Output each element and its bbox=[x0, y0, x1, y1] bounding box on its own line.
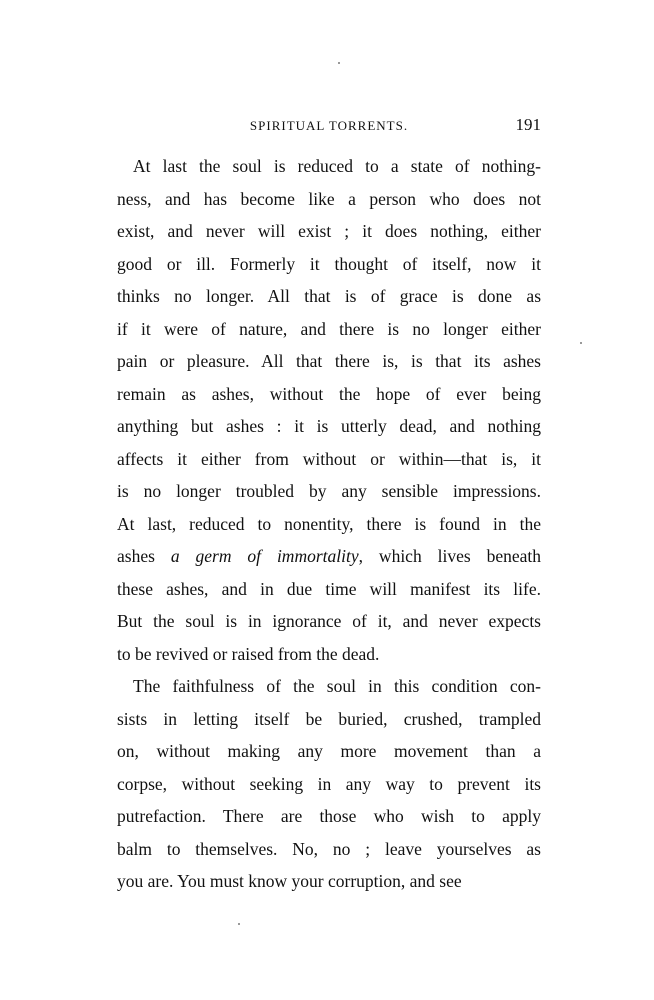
scan-speck bbox=[338, 62, 340, 64]
text-line: remain as ashes, without the hope of ever being bbox=[117, 383, 541, 404]
text-line: anything but ashes : it is utterly dead, and nothing bbox=[117, 416, 541, 436]
text-line: to be revived or raised from the dead. bbox=[117, 643, 380, 664]
scan-speck bbox=[580, 342, 582, 344]
text-line: pain or pleasure. All that there is, is that its ashes bbox=[117, 351, 541, 371]
text-line: these ashes, and in due time will manifest its life. bbox=[117, 578, 541, 599]
page-header bbox=[117, 115, 541, 138]
text-line: affects it either from without or within—that is, it bbox=[117, 448, 541, 469]
text-line: is no longer troubled by any sensible impressions. bbox=[117, 481, 541, 501]
text-line: At last, reduced to nonentity, there is found in the bbox=[117, 513, 541, 534]
text-line: ashes a germ of immortality, which lives beneath bbox=[117, 546, 542, 566]
text-line: putrefaction. There are those who wish to apply bbox=[117, 806, 541, 826]
text-line: good or ill. Formerly it thought of itself, now it bbox=[117, 253, 541, 274]
page-body bbox=[117, 150, 541, 898]
text-line: The faithfulness of the soul in this condition con- bbox=[133, 676, 541, 696]
text-line: sists in letting itself be buried, crushed, trampled bbox=[117, 708, 541, 729]
text-line: At last the soul is reduced to a state of nothing- bbox=[133, 156, 541, 176]
page-number: 191 bbox=[515, 115, 541, 134]
text-line: you are. You must know your corruption, and see bbox=[117, 871, 462, 891]
text-line: balm to themselves. No, no ; leave yourselves as bbox=[117, 838, 541, 859]
text-line: But the soul is in ignorance of it, and never expects bbox=[117, 611, 541, 631]
scan-speck bbox=[238, 923, 240, 925]
text-line: ness, and has become like a person who does not bbox=[117, 188, 541, 209]
text-line: corpse, without seeking in any way to prevent its bbox=[117, 773, 541, 794]
text-line: if it were of nature, and there is no longer either bbox=[117, 318, 541, 339]
text-line: exist, and never will exist ; it does nothing, either bbox=[117, 221, 541, 241]
running-title: SPIRITUAL TORRENTS. bbox=[249, 118, 409, 133]
text-line: on, without making any more movement than a bbox=[117, 741, 541, 761]
text-line: thinks no longer. All that is of grace is done as bbox=[117, 286, 541, 306]
